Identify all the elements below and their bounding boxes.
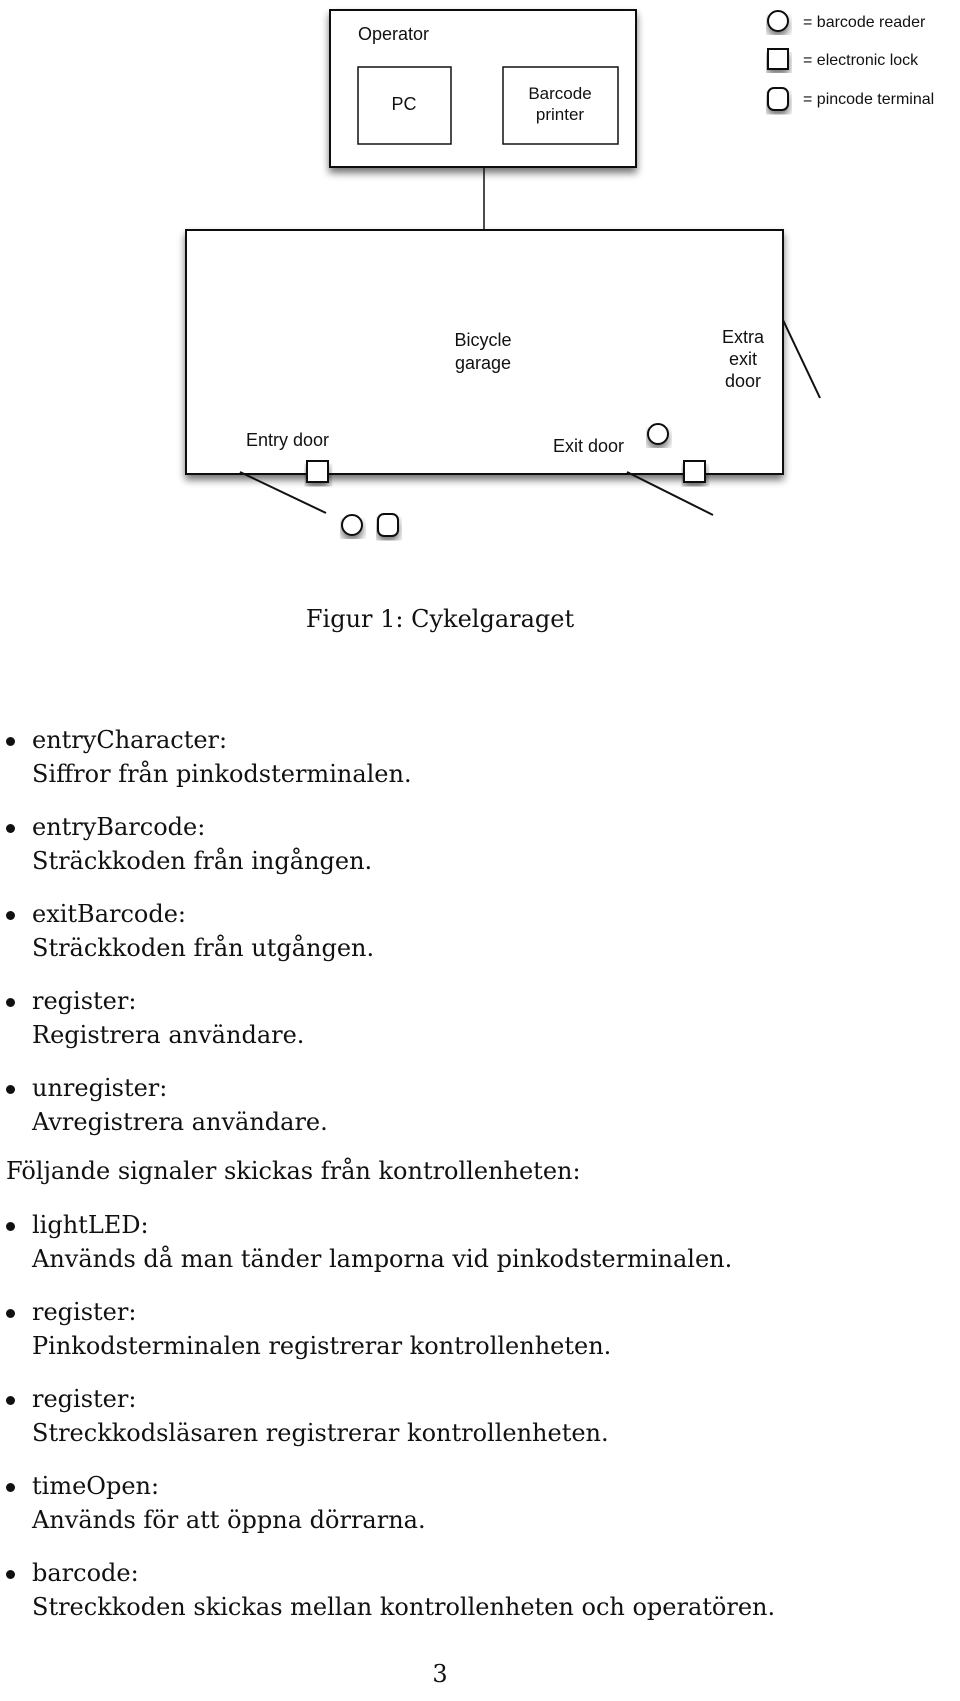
signal-description: Registrera användare. [32, 1021, 305, 1049]
entry-lock-icon [307, 461, 328, 482]
list-item [0, 1382, 900, 1450]
signal-name: register: [32, 1298, 137, 1326]
exit-barcode-reader-icon [648, 424, 668, 444]
figure-caption: Figur 1: Cykelgaraget [305, 605, 575, 633]
signal-name: unregister: [32, 1074, 168, 1102]
signal-name: entryCharacter: [32, 726, 228, 754]
extra-exit-label-3: door [724, 371, 762, 391]
signal-description: Sträckkoden från utgången. [32, 934, 375, 962]
page-number: 3 [432, 1660, 448, 1688]
list-item [0, 1556, 900, 1624]
garage-label-1: Bicycle [454, 330, 512, 350]
signal-name: register: [32, 1385, 137, 1413]
legend-electronic-lock: = electronic lock [803, 52, 919, 69]
signal-name: register: [32, 987, 137, 1015]
entry-barcode-reader-icon [342, 515, 362, 535]
signal-description: Streckkodsläsaren registrerar kontrollenheten. [32, 1419, 609, 1447]
signal-description: Används då man tänder lamporna vid pinkodsterminalen. [32, 1245, 733, 1273]
signal-name: barcode: [32, 1559, 139, 1587]
bicycle-garage-diagram [0, 0, 960, 560]
list-item [0, 723, 900, 791]
extra-exit-label-2: exit [728, 349, 758, 369]
list-item [0, 1295, 900, 1363]
list-item [0, 897, 900, 965]
list-item [0, 810, 900, 878]
signal-name: entryBarcode: [32, 813, 206, 841]
exit-door-label: Exit door [553, 436, 625, 456]
operator-label: Operator [358, 24, 430, 44]
signal-name: exitBarcode: [32, 900, 187, 928]
extra-exit-label-1: Extra [721, 327, 765, 347]
electronic-lock-icon [768, 49, 788, 69]
signal-description: Avregistrera användare. [32, 1108, 328, 1136]
operator-box [330, 10, 636, 167]
signal-description: Pinkodsterminalen registrerar kontrollenheten. [32, 1332, 612, 1360]
legend-pincode-terminal: = pincode terminal [803, 91, 935, 108]
list-item [0, 1208, 900, 1276]
entry-pincode-terminal-icon [378, 514, 398, 536]
signal-description: Streckkoden skickas mellan kontrollenheten och operatören. [32, 1593, 776, 1621]
extra-exit-door [783, 320, 820, 398]
legend [768, 11, 934, 110]
barcode-reader-icon [768, 11, 788, 31]
signal-description: Siffror från pinkodsterminalen. [32, 760, 412, 788]
list-item [0, 1469, 900, 1537]
entry-door-label: Entry door [246, 430, 330, 450]
list-item [0, 984, 900, 1052]
garage-box [186, 230, 783, 474]
garage-label-2: garage [454, 353, 512, 373]
output-signal-list [0, 1208, 900, 1643]
list-item [0, 1071, 900, 1139]
signal-name: timeOpen: [32, 1472, 160, 1500]
exit-lock-icon [684, 461, 705, 482]
pincode-terminal-icon [768, 88, 788, 110]
signal-description: Används för att öppna dörrarna. [32, 1506, 426, 1534]
barcode-printer-label-2: printer [535, 105, 585, 124]
signal-description: Sträckkoden från ingången. [32, 847, 373, 875]
signal-name: lightLED: [32, 1211, 149, 1239]
barcode-printer-label-1: Barcode [528, 84, 592, 103]
pc-label: PC [391, 94, 417, 114]
legend-barcode-reader: = barcode reader [803, 14, 926, 31]
input-signal-list [0, 723, 900, 1158]
output-signals-intro: Följande signaler skickas från kontrollenheten: [6, 1157, 581, 1185]
